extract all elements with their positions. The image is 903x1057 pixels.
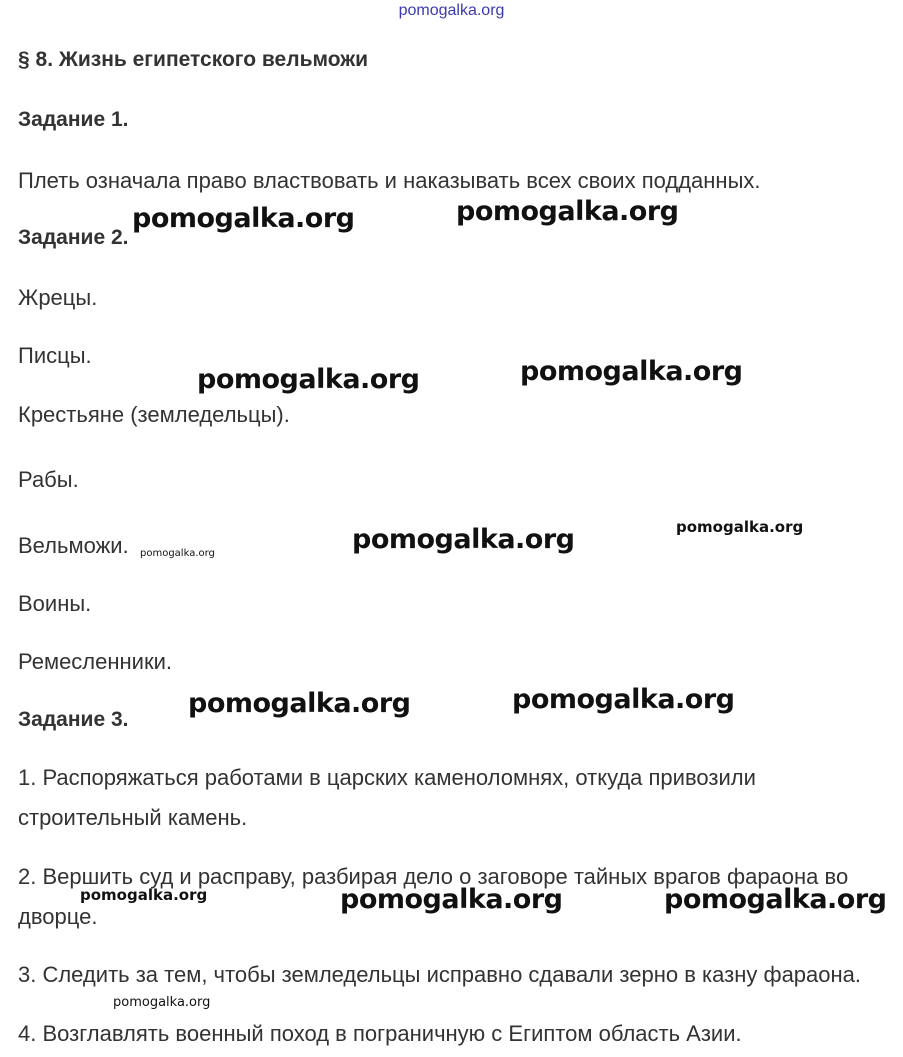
site-link[interactable]: pomogalka.org <box>398 2 505 19</box>
watermark: pomogalka.org <box>340 884 563 915</box>
task3-item: 2. Вершить суд и расправу, разбирая дело о заговоре тайных врагов фараона во дворце. <box>18 864 849 929</box>
task2-item: Жрецы. <box>18 285 98 310</box>
task3-item: 4. Возглавлять военный поход в пограничную с Египтом область Азии. <box>18 1021 742 1046</box>
task2-item: Воины. <box>18 591 92 616</box>
watermark: pomogalka.org <box>132 203 355 234</box>
task2-item: Вельможи. <box>18 533 129 558</box>
task3-item: 1. Распоряжаться работами в царских каменоломнях, откуда привозили строительный камень. <box>18 765 756 830</box>
watermark: pomogalka.org <box>197 364 420 395</box>
task2-item: Писцы. <box>18 343 92 368</box>
watermark: pomogalka.org <box>113 995 211 1010</box>
watermark: pomogalka.org <box>456 196 679 227</box>
watermark: pomogalka.org <box>664 884 887 915</box>
task2-item: Крестьяне (земледельцы). <box>18 402 290 427</box>
watermark: pomogalka.org <box>520 356 743 387</box>
task3-heading: Задание 3. <box>18 708 129 731</box>
task2-heading: Задание 2. <box>18 226 129 249</box>
watermark: pomogalka.org <box>676 518 804 536</box>
task1-heading: Задание 1. <box>18 108 129 131</box>
task1-text: Плеть означала право властвовать и наказывать всех своих подданных. <box>18 168 761 193</box>
task2-item: Рабы. <box>18 467 79 492</box>
watermark: pomogalka.org <box>140 548 215 559</box>
task3-item: 3. Следить за тем, чтобы земледельцы исправно сдавали зерно в казну фараона. <box>18 962 862 987</box>
watermark: pomogalka.org <box>512 684 735 715</box>
page-title: § 8. Жизнь египетского вельможи <box>18 48 369 71</box>
task2-item: Ремесленники. <box>18 649 172 674</box>
watermark: pomogalka.org <box>80 886 208 904</box>
watermark: pomogalka.org <box>352 524 575 555</box>
watermark: pomogalka.org <box>188 688 411 719</box>
